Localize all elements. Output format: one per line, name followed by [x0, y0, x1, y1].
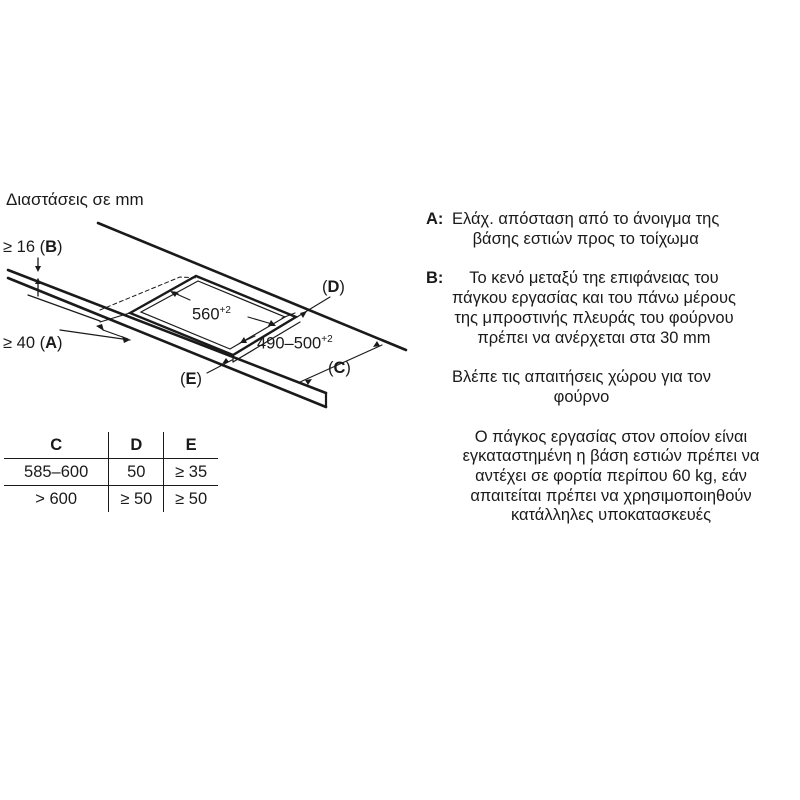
- table-header-e: E: [164, 432, 218, 459]
- note-b-key: B:: [426, 269, 444, 288]
- table-cell: ≥ 50: [109, 486, 164, 513]
- label-e: (E): [180, 370, 203, 388]
- dimension-table: [4, 432, 218, 512]
- table-header-c: C: [4, 432, 109, 459]
- label-a: ≥ 40 (A): [3, 334, 63, 352]
- label-b: ≥ 16 (B): [3, 238, 63, 256]
- note-a: [426, 210, 796, 249]
- table-cell: 50: [109, 459, 164, 486]
- diagram-title: Διαστάσεις σε mm: [6, 190, 144, 209]
- note-a-text: Ελάχ. απόσταση από το άνοιγμα της βάσης εστιών προς το τοίχωμα: [452, 210, 720, 248]
- dim-depth-label: $490-500^{+2}$: [257, 334, 333, 353]
- label-c: (C): [328, 359, 351, 377]
- label-d: (D): [322, 278, 345, 296]
- dim-width-label: $560^{+2}$: [192, 305, 231, 324]
- note-a-key: A:: [426, 210, 444, 228]
- countertop-back-edge: [98, 223, 406, 350]
- note-b: [426, 269, 796, 348]
- note-oven: [426, 368, 796, 407]
- table-cell: ≥ 50: [164, 486, 218, 513]
- table-row: [4, 486, 218, 513]
- note-b-text: Το κενό μεταξύ τηε επιφάνειας του πάγκου εργασίας και του πάνω μέρους της μπροστινής πλευράς του φούρνου πρέπει να ανέρχεται στα 30 mm: [452, 269, 736, 347]
- table-cell: > 600: [35, 489, 78, 508]
- table-row: [4, 459, 218, 486]
- note-general: Ο πάγκος εργασίας στον οποίον είναι εγκαταστημένη η βάση εστιών πρέπει να αντέχει σε φορτία περίπου 60 kg, εάν απαιτείται πρέπει να χρησιμοποιηθούν κατάλληλες υποκατασκευές: [462, 427, 760, 525]
- notes-panel: [426, 210, 796, 526]
- dim-a-line: [60, 330, 130, 340]
- table-header-row: [4, 432, 218, 459]
- note-oven-text: Βλέπε τις απαιτήσεις χώρου για τον φούρνο: [452, 368, 712, 406]
- table-header-d: D: [109, 432, 164, 459]
- table-cell: ≥ 35: [164, 459, 218, 486]
- table-cell: 585–600: [4, 459, 109, 486]
